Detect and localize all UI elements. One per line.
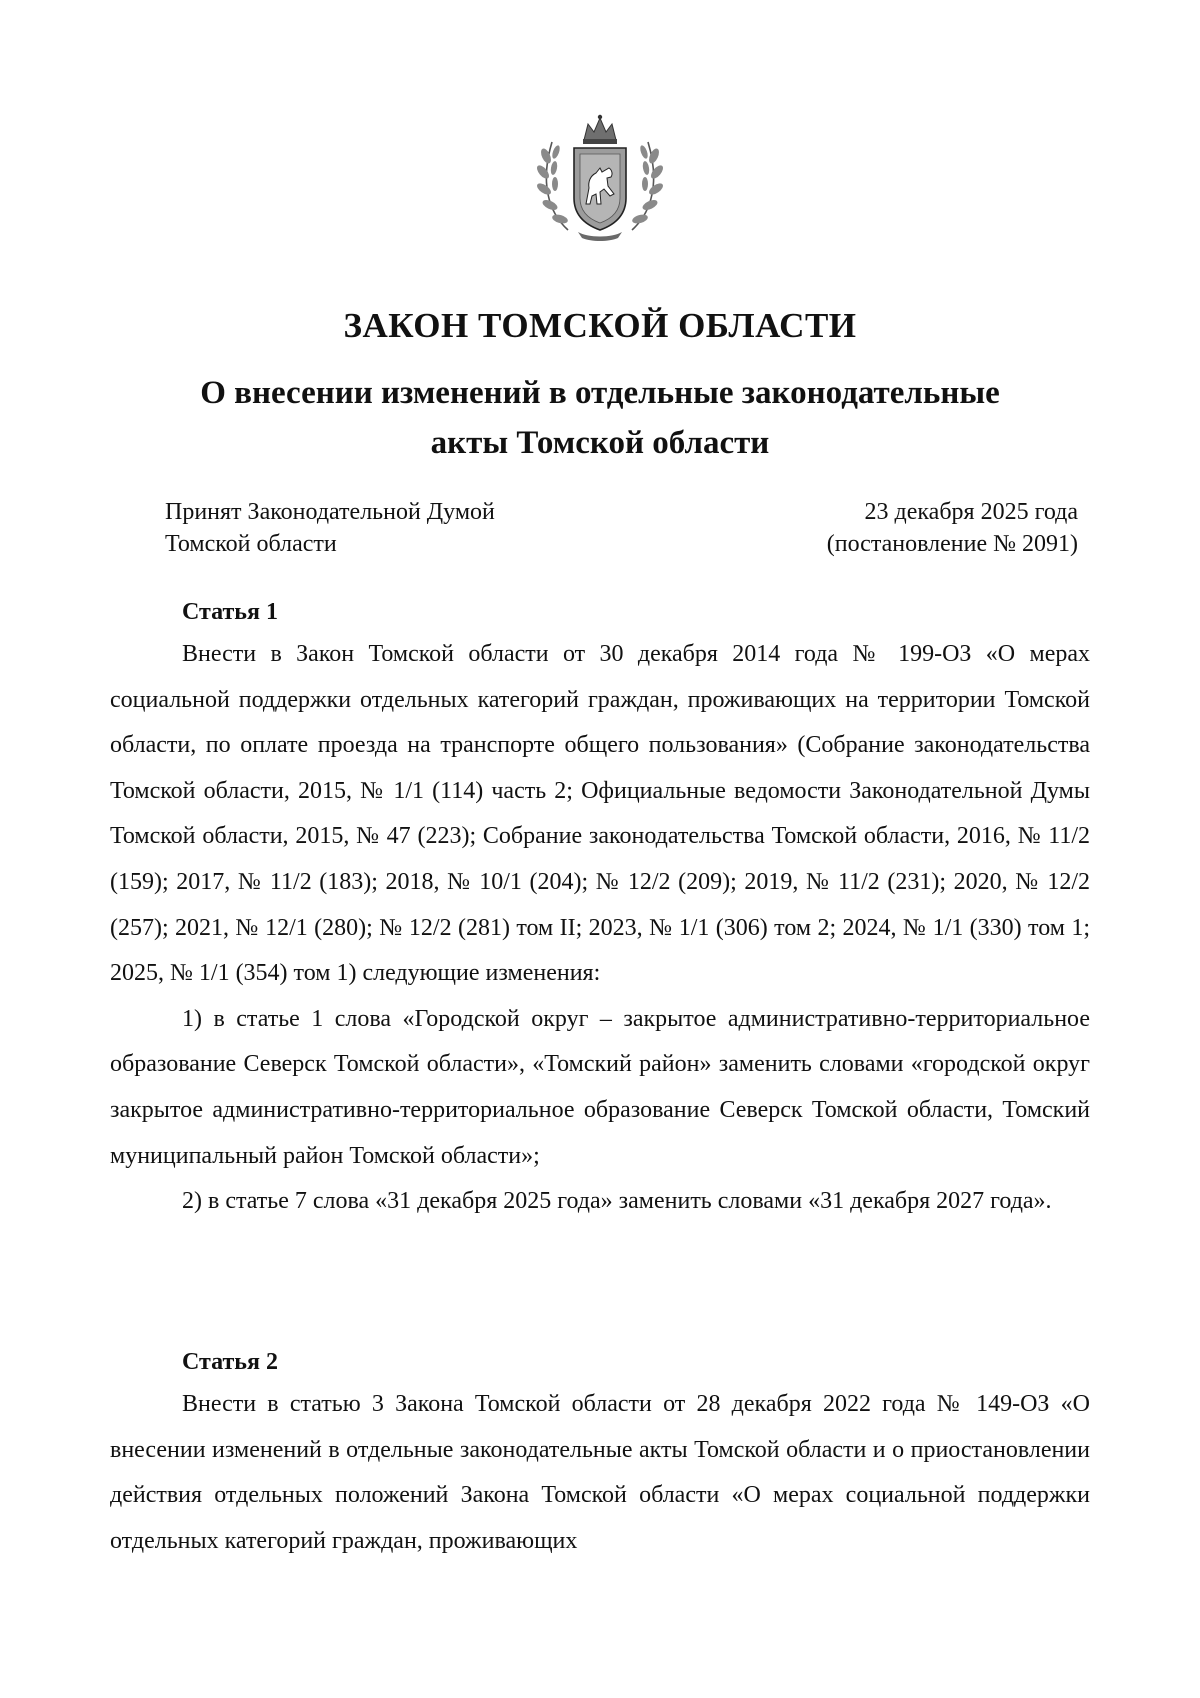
article-1	[110, 592, 1090, 1225]
adoption-date-block	[827, 496, 1078, 560]
article-1-item-1: 1) в статье 1 слова «Городской округ – закрытое административно-территориальное образование Северск Томской области», «Томский район» заменить словами «городской округ закрытое административно-территориальное образование Северск Томской области, Томский муниципальный район Томской области»;	[110, 1005, 1090, 1169]
resolution-number: (постановление № 2091)	[826, 531, 1078, 557]
article-2-intro: Внести в статью 3 Закона Томской области от 28 декабря 2022 года № 149-ОЗ «О внесении изменений в отдельные законодательные акты Томской области и о приостановлении действия отдельных положений Закона Томской области «О мерах социальной поддержки отдельных категорий граждан, проживающих	[110, 1391, 1090, 1554]
article-1-heading: Статья 1	[182, 599, 278, 625]
law-subtitle	[150, 368, 1050, 468]
coat-of-arms-emblem	[530, 112, 670, 242]
article-2	[110, 1342, 1090, 1564]
adopted-line-1: Принят Законодательной Думой	[165, 499, 495, 525]
adoption-date: 23 декабря 2025 года	[864, 499, 1078, 525]
subtitle-line-2: акты Томской области	[430, 425, 770, 461]
law-title: ЗАКОН ТОМСКОЙ ОБЛАСТИ	[343, 306, 857, 345]
article-2-heading: Статья 2	[182, 1349, 278, 1375]
article-1-item-2: 2) в статье 7 слова «31 декабря 2025 года» заменить словами «31 декабря 2027 года».	[182, 1188, 1052, 1215]
adopted-line-2: Томской области	[165, 531, 337, 557]
article-1-intro: Внести в Закон Томской области от 30 декабря 2014 года № 199-ОЗ «О мерах социальной поддержки отдельных категорий граждан, проживающих на территории Томской области, по оплате проезда на транспорте общего пользования» (Собрание законодательства Томской области, 2015, № 1/1 (114) часть 2; Официальные ведомости Законодательной Думы Томской области, 2015, № 47 (223); Собрание законодательства Томской области, 2016, № 11/2 (159); 2017, № 11/2 (183); 2018, № 10/1 (204); № 12/2 (209); 2019, № 11/2 (231); 2020, № 12/2 (257); 2021, № 12/1 (280); № 12/2 (281) том II; 2023, № 1/1 (306) том 2; 2024, № 1/1 (330) том 1; 2025, № 1/1 (354) том 1) следующие изменения:	[110, 641, 1090, 987]
adopted-by-block	[165, 496, 495, 560]
subtitle-line-1: О внесении изменений в отдельные законодательные	[200, 375, 1000, 411]
